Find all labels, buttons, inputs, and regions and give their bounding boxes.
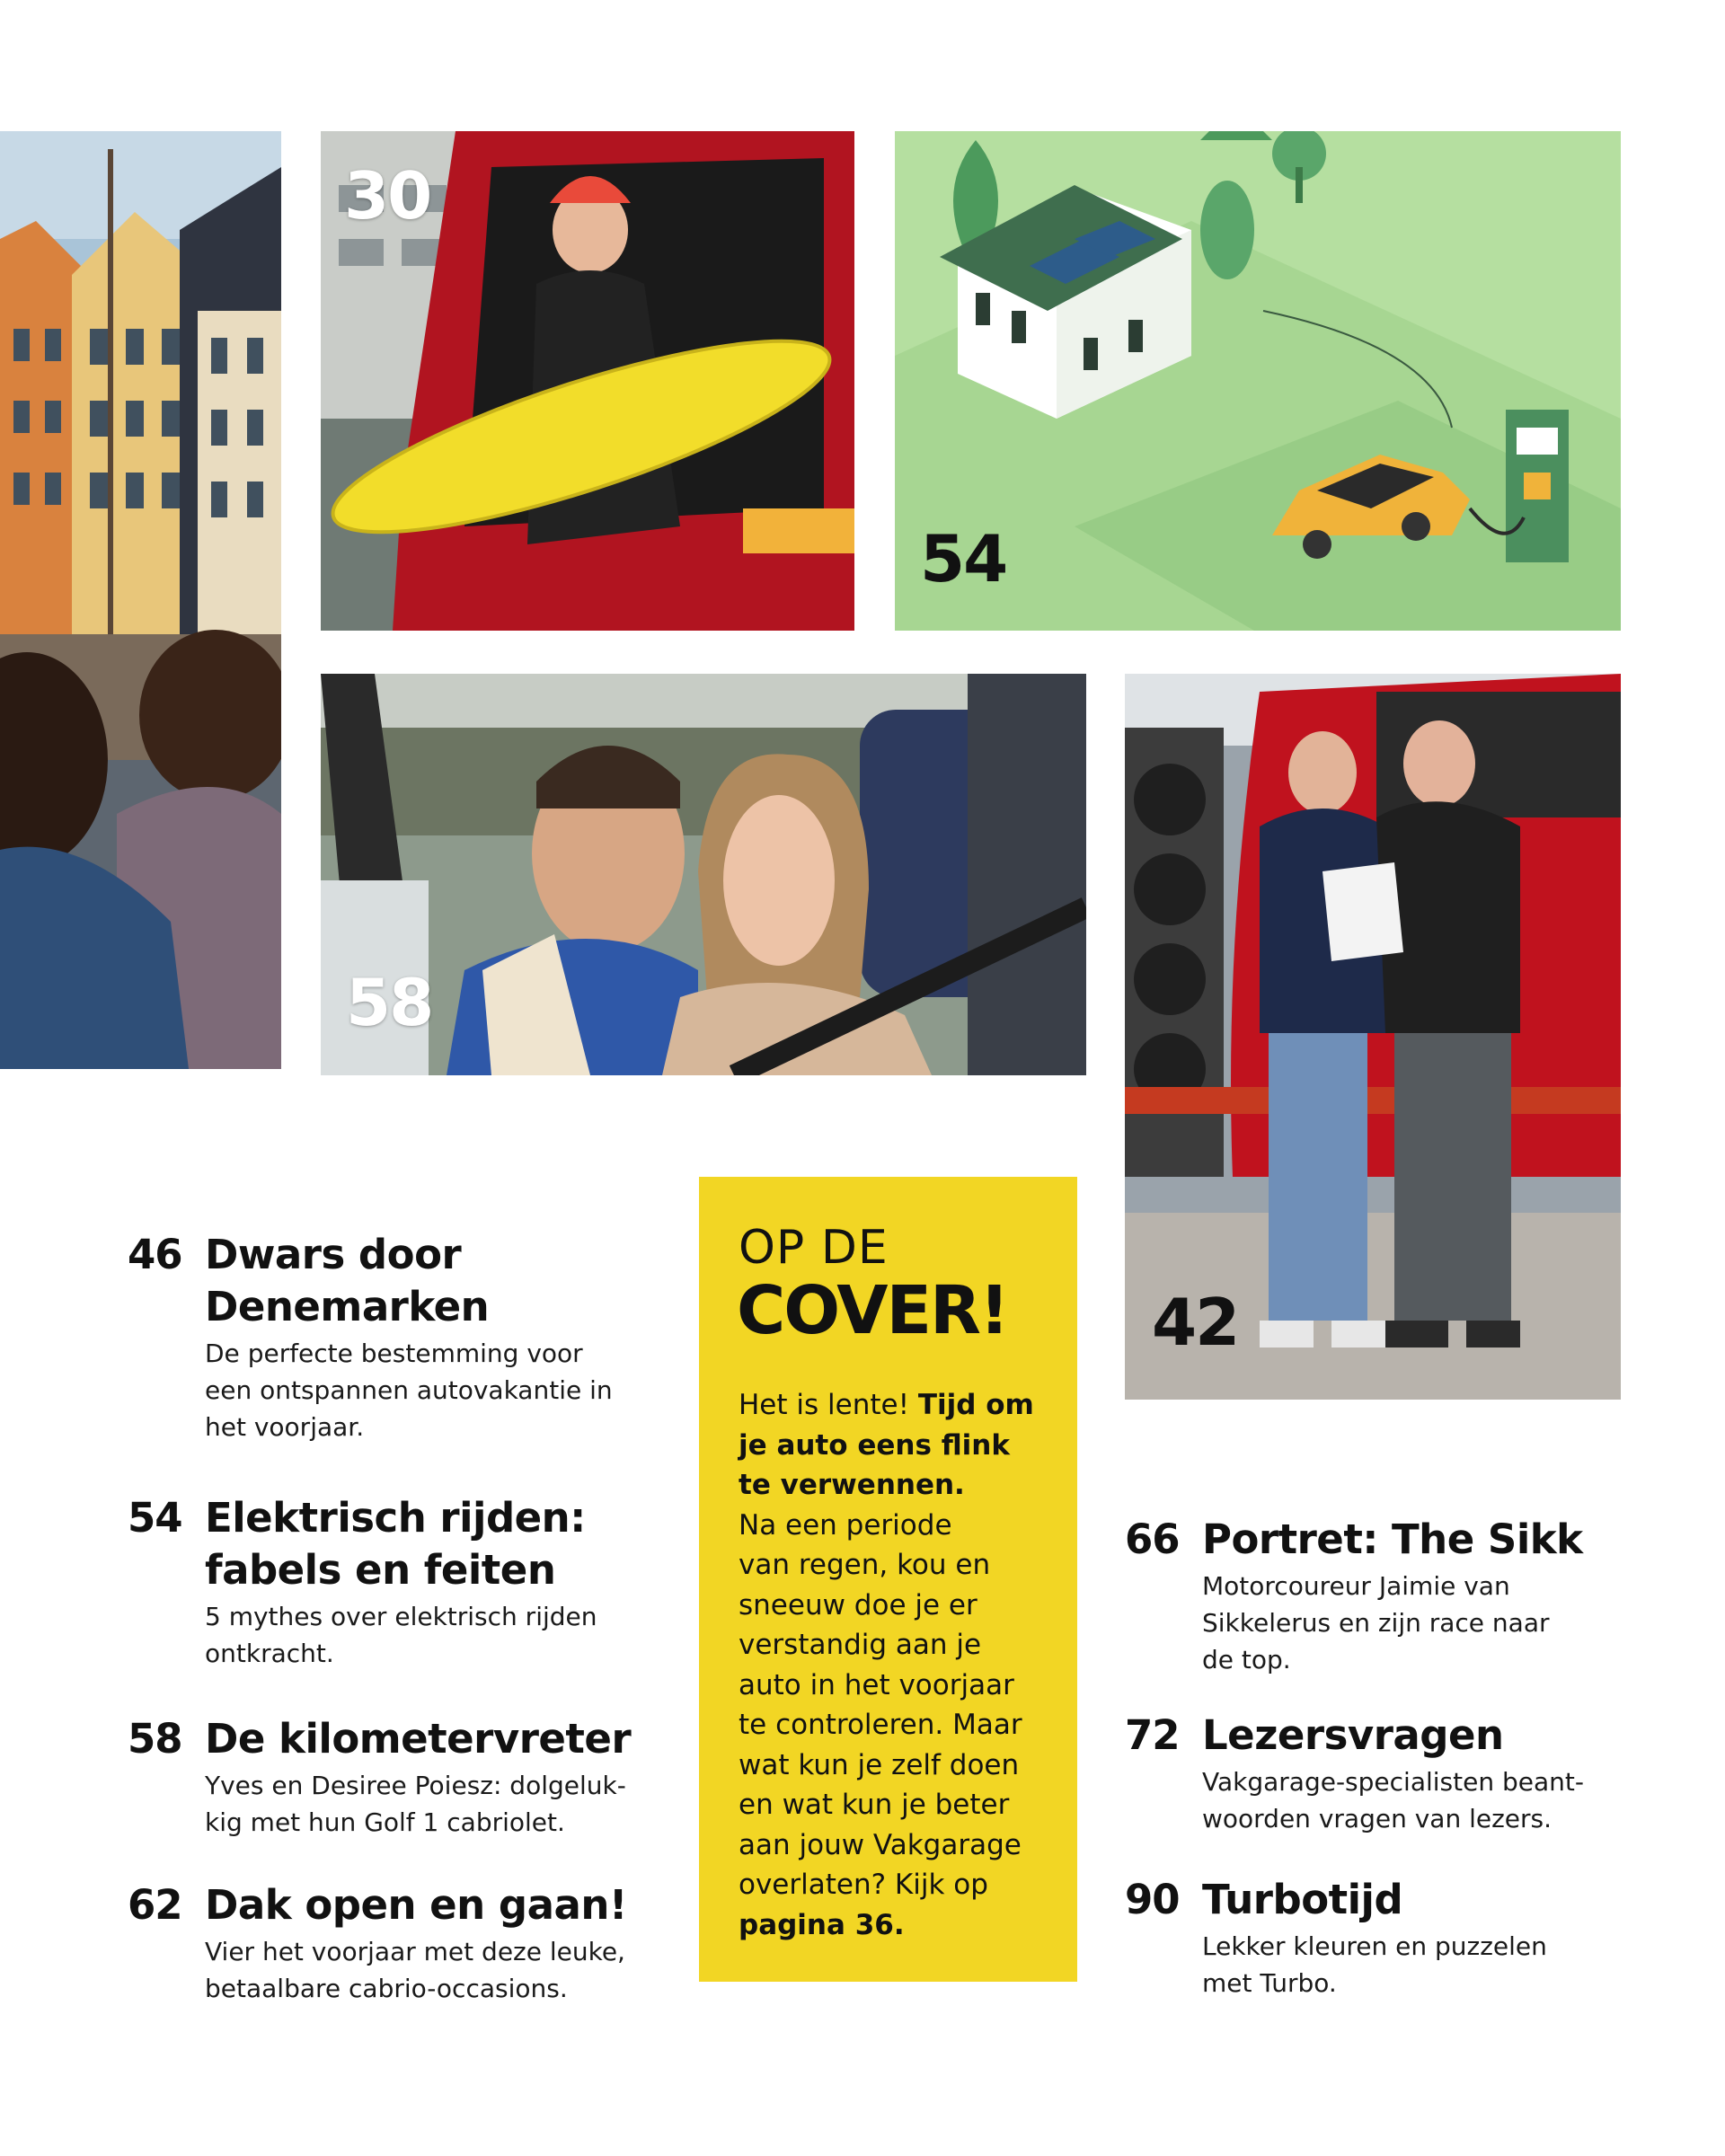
toc-description: Vakgarage-specialisten beant- woorden vragen van lezers. [1202,1767,1584,1833]
toc-title: De kilometervreter [205,1715,632,1763]
toc-description: Motorcoureur Jaimie van Sikkelerus en zijn race naar de top. [1202,1571,1550,1674]
page-number-54: 54 [920,521,1007,596]
toc-entry-62[interactable] [128,1879,667,2007]
photo-garage [1125,674,1621,1400]
toc-entry-46[interactable] [128,1229,667,1445]
toc-description: Vier het voorjaar met deze leuke, betaalbare cabrio-occasions. [205,1937,625,2003]
toc-description: 5 mythes over elektrisch rijden ontkracht. [205,1602,597,1668]
toc-page-number: 58 [128,1715,182,1763]
toc-page-number: 62 [128,1881,182,1929]
toc-description: De perfecte bestemming voor een ontspannen autovakantie in het voorjaar. [205,1339,613,1442]
toc-entry-66[interactable] [1125,1514,1628,1678]
couple-cabrio-illustration [321,674,1086,1075]
toc-title: Dak open en gaan! [205,1881,627,1929]
toc-entry-90[interactable] [1125,1874,1628,2001]
toc-entry-72[interactable] [1125,1710,1628,1837]
cover-box [699,1177,1077,1982]
toc-title: Portret: The Sikk [1202,1515,1583,1563]
toc-page-number: 46 [128,1231,182,1278]
canal-houses-illustration [0,131,281,1069]
photo-denemarken [0,131,281,1069]
page-number-58: 58 [346,965,433,1040]
photo-surf [321,131,854,631]
toc-title: Dwars door Denemarken [205,1231,490,1330]
page-number-42: 42 [1152,1285,1239,1360]
photo-couple [321,674,1086,1075]
cover-kicker: OP DE [739,1221,889,1275]
toc-entry-54[interactable] [128,1492,667,1672]
toc-page-number: 66 [1125,1515,1180,1563]
toc-page-number: 90 [1125,1876,1180,1923]
toc-page-number: 54 [128,1494,182,1542]
photo-ev [895,131,1621,631]
cover-headline: COVER! [737,1272,1008,1349]
toc-title: Elektrisch rijden: fabels en feiten [205,1494,586,1594]
toc-title: Turbotijd [1202,1876,1403,1923]
toc-entry-58[interactable] [128,1713,667,1841]
cover-body: Het is lente! Tijd om je auto eens flink te verwennen. Na een periode van regen, kou en sneeuw doe je er verstandig aan je auto in het voorjaar te controleren. Maar wat kun je zelf doen en wat kun je beter aan jouw Vakgarage overlaten? Kijk op pagina 36. [739,1389,1034,1941]
toc-description: Lekker kleuren en puzzelen met Turbo. [1202,1931,1547,1998]
toc-description: Yves en Desiree Poiesz: dolgeluk- kig met hun Golf 1 cabriolet. [205,1771,626,1837]
toc-title: Lezersvragen [1202,1711,1504,1759]
page-number-30: 30 [344,158,431,234]
toc-page-number: 72 [1125,1711,1180,1759]
